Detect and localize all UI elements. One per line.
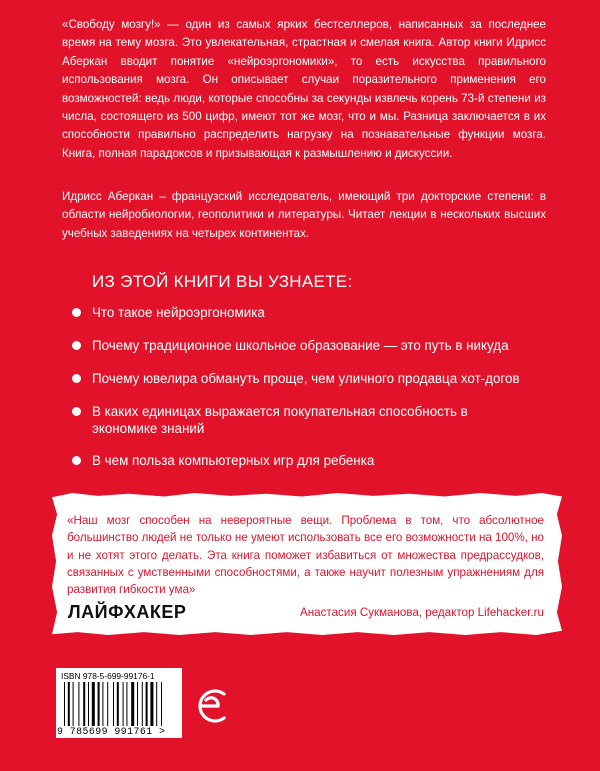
- list-item-text: Что такое нейроэргономика: [92, 305, 265, 320]
- quote-signature: Анастасия Сукманова, редактор Lifehacker.ru: [300, 606, 544, 619]
- author-paragraph: Идрисс Аберкан – французский исследователь, имеющий три докторские степени: в области нейробиологии, геополитики и литературы. Читает лекции в нескольких высших учебных заведениях на четырех континентах.: [62, 190, 546, 240]
- bullet-dot-icon: [72, 308, 81, 317]
- bullet-dot-icon: [72, 374, 81, 383]
- ean-number: 9 785699 991761 >: [57, 726, 166, 737]
- bullet-dot-icon: [72, 407, 81, 416]
- bullet-dot-icon: [72, 341, 81, 350]
- barcode-bars: [64, 682, 174, 726]
- list-item-text: В чем польза компьютерных игр для ребенка: [92, 453, 375, 468]
- isbn-label: ISBN 978-5-699-99176-1: [61, 671, 155, 681]
- learn-heading: ИЗ ЭТОЙ КНИГИ ВЫ УЗНАЕТЕ:: [92, 272, 353, 291]
- barcode: [56, 668, 182, 738]
- quote-text: «Наш мозг способен на невероятные вещи. Проблема в том, что абсолютное большинство людей не только не умеют использовать все его возможности на 100%, но и не хотят этого делать. Эта книга поможет избавиться от множества предрассудков, связанных с умственными способностями, а также научит полезным упражнениям для развития гибкости ума»: [67, 514, 544, 597]
- intro-paragraph: «Свободу мозгу!» — один из самых ярких бестселлеров, написанных за последнее время на тему мозга. Это увлекательная, страстная и смелая книга. Автор книги Идрисс Аберкан вводит понятие «нейроэргономики», то есть искусства правильного использования мозга. Он описывает случаи поразительного применения его возможностей: ведь люди, которые способны за секунды извлечь корень 73-й степени из числа, состоящего из 500 цифр, имеют тот же мозг, что и мы. Разница заключается в их способности правильно распределить нагрузку на познавательные функции мозга. Книга, полная парадоксов и призывающая к размышлению и дискуссии.: [62, 18, 546, 160]
- list-item-text: Почему традиционное школьное образование — это путь в никуда: [92, 338, 509, 353]
- list-item-text: Почему ювелира обмануть проще, чем уличного продавца хот-догов: [92, 371, 520, 386]
- eksmo-logo-icon: [194, 686, 228, 726]
- list-item-text: В каких единицах выражается покупательная способность в экономике знаний: [92, 404, 468, 436]
- lifehacker-brand: ЛАЙФХАКЕР: [68, 602, 187, 622]
- bullet-dot-icon: [72, 456, 81, 465]
